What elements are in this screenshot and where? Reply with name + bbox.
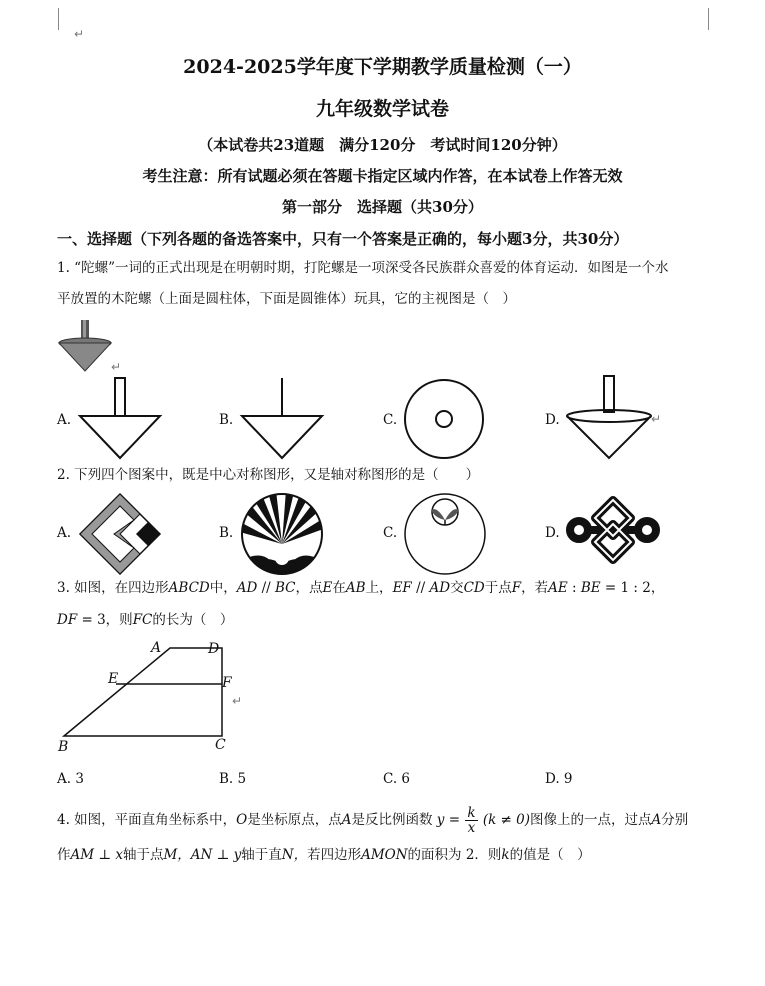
q1-option-a[interactable]: A.	[57, 412, 72, 428]
q3-option-a[interactable]: A. 3	[57, 771, 84, 787]
paragraph-mark: ↵	[74, 27, 85, 41]
q1-option-b[interactable]: B.	[219, 412, 234, 428]
label-f: F	[222, 675, 232, 691]
q1-figure-a	[78, 378, 162, 460]
q1-line2: 平放置的木陀螺（上面是圆柱体，下面是圆锥体）玩具，它的主视图是（ ）	[57, 291, 516, 307]
part-heading: 第一部分 选择题（共30分）	[282, 198, 483, 216]
q1-option-d[interactable]: D.	[545, 412, 560, 428]
q2-figure-a	[78, 492, 168, 576]
q3-option-c[interactable]: C. 6	[383, 771, 411, 787]
q1-top-3d-icon	[56, 320, 116, 375]
q3-line1: 3. 如图，在四边形ABCD中，AD // BC，点E在AB上，EF // AD交CD于点F，若AE : BE = 1 : 2，	[57, 580, 665, 596]
paragraph-mark: ↵	[111, 360, 122, 374]
section-heading: 一、选择题（下列各题的备选答案中，只有一个答案是正确的，每小题3分，共30分）	[57, 230, 629, 248]
q1-figure-c	[403, 378, 485, 460]
exam-subtitle: 九年级数学试卷	[315, 98, 449, 120]
q2-option-c[interactable]: C.	[383, 525, 398, 541]
label-d: D	[208, 641, 220, 657]
q2-text: 2. 下列四个图案中，既是中心对称图形，又是轴对称图形的是（ ）	[57, 467, 480, 483]
formula-y: y =	[436, 812, 461, 829]
q3-option-d[interactable]: D. 9	[545, 771, 573, 787]
q2-option-d[interactable]: D.	[545, 525, 560, 541]
q2-figure-b	[240, 492, 324, 576]
label-c: C	[215, 737, 226, 753]
paragraph-mark: ↵	[651, 412, 662, 426]
q1-figure-b	[240, 378, 324, 460]
q4-line2: 作AM ⊥ x轴于点M，AN ⊥ y轴于直N，若四边形AMON的面积为 2．则k的值是（ ）	[57, 847, 591, 863]
label-e: E	[108, 671, 119, 687]
q2-figure-c	[403, 492, 487, 576]
q3-line2: DF = 3，则FC的长为（ ）	[57, 612, 234, 628]
q1-line1: 1. “陀螺”一词的正式出现是在明朝时期，打陀螺是一项深受各民族群众喜爱的体育运动．如图是一个水	[57, 260, 669, 276]
q2-option-b[interactable]: B.	[219, 525, 234, 541]
crop-mark-left	[58, 8, 59, 30]
exam-title: 2024-2025学年度下学期教学质量检测（一）	[183, 56, 582, 78]
exam-info: （本试卷共23道题 满分120分 考试时间120分钟）	[198, 136, 567, 154]
q4-line1: 4. 如图，平面直角坐标系中，O是坐标原点，点A是反比例函数 y = $\frac{k}{x}$ (k ≠ 0)图像上的一点，过点A分别	[57, 805, 689, 837]
q1-option-c[interactable]: C.	[383, 412, 398, 428]
crop-mark-right	[708, 8, 709, 30]
fraction: $\frac{k}{x}$	[467, 805, 476, 837]
paragraph-mark: ↵	[232, 694, 243, 708]
label-a: A	[151, 640, 162, 656]
q2-option-a[interactable]: A.	[57, 525, 72, 541]
q1-figure-d	[564, 376, 654, 460]
q3-option-b[interactable]: B. 5	[219, 771, 247, 787]
label-b: B	[58, 739, 69, 755]
exam-notice: 考生注意：所有试题必须在答题卡指定区域内作答，在本试卷上作答无效	[142, 167, 623, 185]
q2-figure-d	[565, 494, 661, 568]
